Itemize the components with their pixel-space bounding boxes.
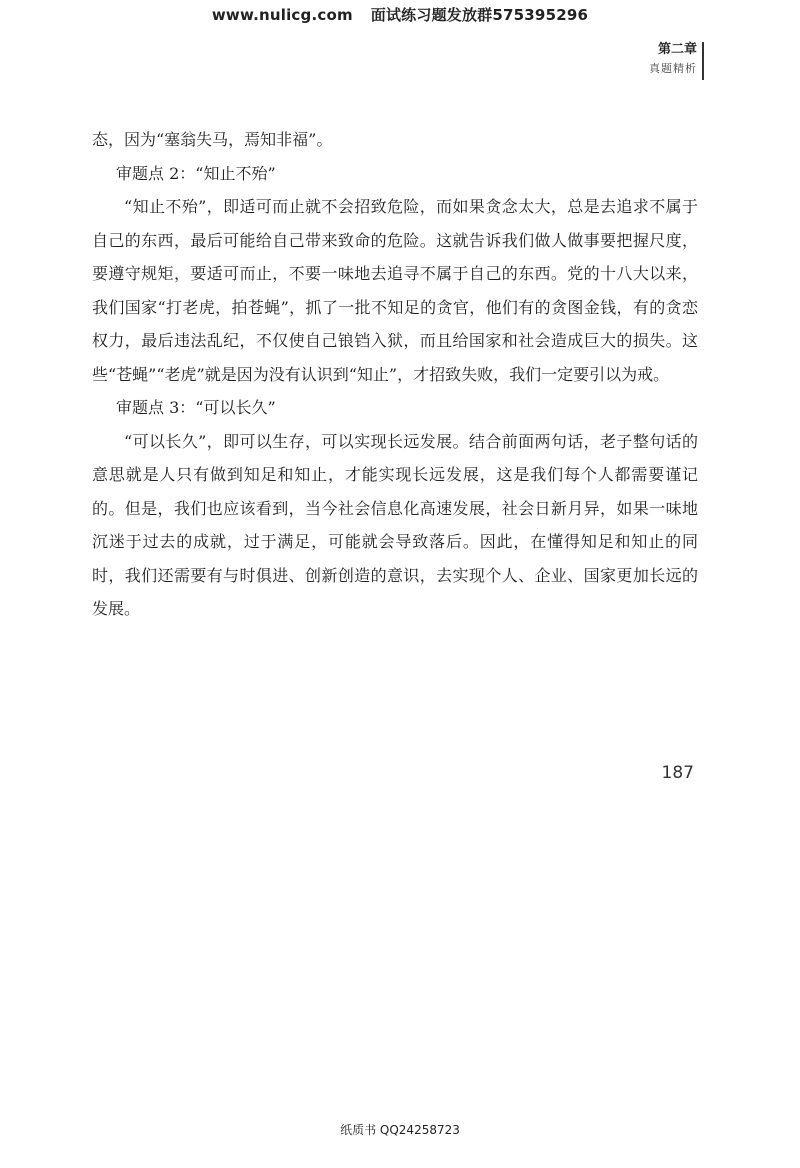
chapter-number: 第二章: [657, 42, 697, 57]
watermark-site: www.nulicg.com: [211, 6, 353, 24]
section-heading-2: 审题点 2：“知止不殆”: [116, 163, 276, 183]
chapter-header: [649, 40, 697, 78]
paragraph-section-2: “知止不殆”，即适可而止就不会招致危险，而如果贪念太大，总是去追求不属于自己的东西，最后可能给自己带来致命的危险。这就告诉我们做人做事要把握尺度，要遵守规矩，要适可而止，不要一味地去追寻不属于自己的东西。党的十八大以来，我们国家“打老虎，拍苍蝇”，抓了一批不知足的贪官，他们有的贪图金钱，有的贪恋权力，最后违法乱纪，不仅使自己锒铛入狱，而且给国家和社会造成巨大的损失。这些“苍蝇”“老虎”就是因为没有认识到“知止”，才招致失败，我们一定要引以为戒。: [92, 197, 698, 384]
watermark-group: 面试练习题发放群575395296: [370, 6, 589, 24]
watermark-header: [0, 4, 800, 25]
page-number: 187: [661, 763, 694, 783]
chapter-divider: [702, 42, 704, 80]
footer-note: 纸质书 QQ24258723: [340, 1123, 460, 1137]
chapter-name: 真题精析: [649, 62, 697, 75]
paragraph-section-3: “可以长久”，即可以生存，可以实现长远发展。结合前面两句话，老子整句话的意思就是人只有做到知足和知止，才能实现长远发展，这是我们每个人都需要谨记的。但是，我们也应该看到，当今社会信息化高速发展，社会日新月异，如果一味地沉迷于过去的成就，过于满足，可能就会导致落后。因此，在懂得知足和知止的同时，我们还需要有与时俱进、创新创造的意识，去实现个人、企业、国家更加长远的发展。: [92, 431, 698, 618]
page-body: [92, 123, 698, 626]
section-heading-3: 审题点 3：“可以长久”: [116, 398, 276, 417]
paragraph-continuation: 态，因为“塞翁失马，焉知非福”。: [92, 130, 333, 149]
